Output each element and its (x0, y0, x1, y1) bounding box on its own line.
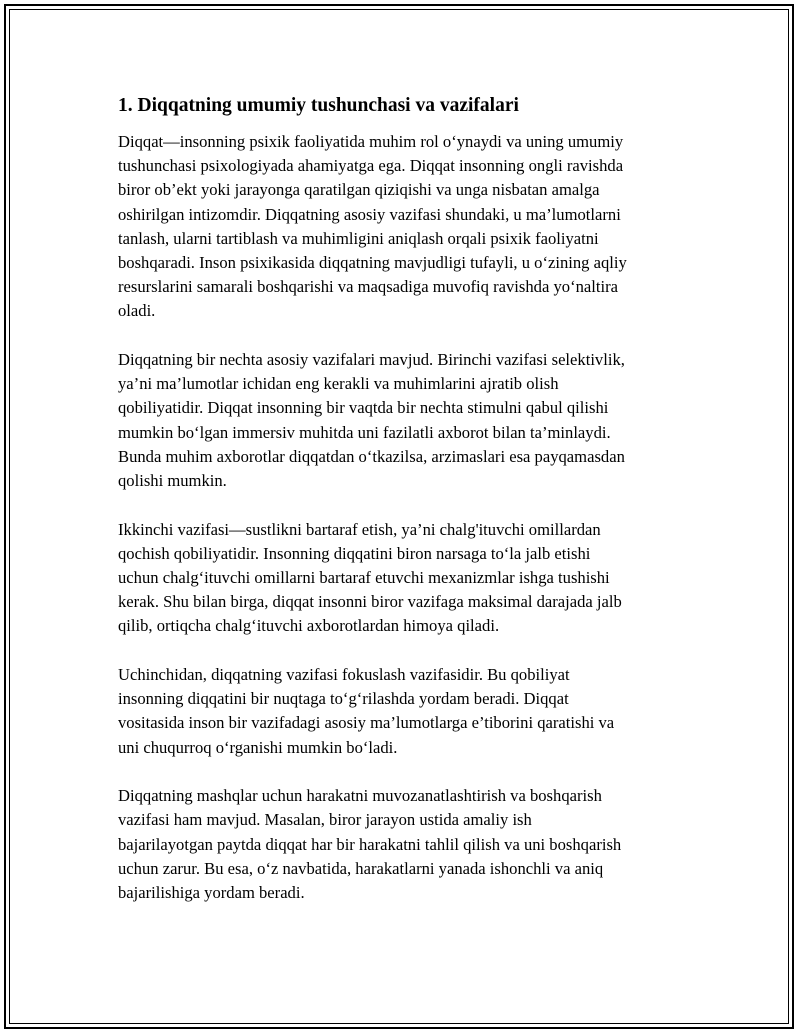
paragraph-list (118, 130, 690, 905)
paragraph-line: boshqaradi. Inson psixikasida diqqatning mavjudligi tufayli, u o‘zining aqliy (118, 253, 627, 273)
paragraph (118, 130, 690, 324)
document-body (118, 94, 690, 930)
paragraph-line: Diqqatning mashqlar uchun harakatni muvozanatlashtirish va boshqarish (118, 786, 602, 806)
paragraph-line: bajarilishiga yordam beradi. (118, 883, 305, 903)
paragraph-line: uchun zarur. Bu esa, o‘z navbatida, harakatlarni yanada ishonchli va aniq (118, 858, 604, 878)
paragraph-line: Bunda muhim axborotlar diqqatdan o‘tkazilsa, arzimaslari esa payqamasdan (118, 446, 625, 466)
paragraph-line: uchun chalg‘ituvchi omillarni bartaraf etuvchi mexanizmlar ishga tushishi (118, 568, 610, 588)
paragraph-line: qochish qobiliyatidir. Insonning diqqatini biron narsaga to‘la jalb etishi (118, 543, 591, 563)
paragraph-line: tushunchasi psixologiyada ahamiyatga ega. Diqqat insonning ongli ravishda (118, 156, 624, 176)
paragraph-line: qobiliyatidir. Diqqat insonning bir vaqtda bir nechta stimulni qabul qilishi (118, 398, 609, 418)
paragraph-line: vazifasi ham mavjud. Masalan, biror jarayon ustida amaliy ish (118, 810, 532, 830)
paragraph-line: vositasida inson bir vazifadagi asosiy ma’lumotlarga e’tiborini qaratishi va (118, 713, 615, 733)
paragraph-line: resurslarini samarali boshqarishi va maqsadiga muvofiq ravishda yo‘naltira (118, 277, 618, 297)
paragraph-line: qolishi mumkin. (118, 471, 227, 491)
paragraph-line: Ikkinchi vazifasi—sustlikni bartaraf etish, ya’ni chalg'ituvchi omillardan (118, 519, 601, 539)
paragraph-line: uni chuqurroq o‘rganishi mumkin bo‘ladi. (118, 737, 398, 757)
paragraph (118, 784, 690, 905)
paragraph-line: oladi. (118, 301, 156, 321)
paragraph-line: qilib, ortiqcha chalg‘ituvchi axborotlardan himoya qiladi. (118, 616, 500, 636)
paragraph-line: insonning diqqatini bir nuqtaga to‘g‘rilashda yordam beradi. Diqqat (118, 689, 569, 709)
paragraph-line: kerak. Shu bilan birga, diqqat insonni biror vazifaga maksimal darajada jalb (118, 592, 622, 612)
paragraph-line: biror ob’ekt yoki jarayonga qaratilgan qiziqishi va unga nisbatan amalga (118, 180, 600, 200)
paragraph-line: Uchinchidan, diqqatning vazifasi fokuslash vazifasidir. Bu qobiliyat (118, 665, 570, 685)
paragraph-line: mumkin bo‘lgan immersiv muhitda uni fazilatli axborot bilan ta’minlaydi. (118, 422, 611, 442)
paragraph (118, 663, 690, 760)
section-heading: 1. Diqqatning umumiy tushunchasi va vazifalari (118, 95, 519, 116)
paragraph-line: Diqqatning bir nechta asosiy vazifalari mavjud. Birinchi vazifasi selektivlik, (118, 350, 625, 370)
paragraph (118, 518, 690, 639)
paragraph-line: oshirilgan intizomdir. Diqqatning asosiy vazifasi shundaki, u ma’lumotlarni (118, 204, 621, 224)
paragraph-line: ya’ni ma’lumotlar ichidan eng kerakli va muhimlarini ajratib olish (118, 374, 559, 394)
paragraph-line: Diqqat—insonning psixik faoliyatida muhim rol o‘ynaydi va uning umumiy (118, 132, 624, 151)
paragraph (118, 348, 690, 493)
paragraph-line: tanlash, ularni tartiblash va muhimligini aniqlash orqali psixik faoliyatni (118, 228, 599, 248)
paragraph-line: bajarilayotgan paytda diqqat har bir harakatni tahlil qilish va uni boshqarish (118, 834, 622, 854)
